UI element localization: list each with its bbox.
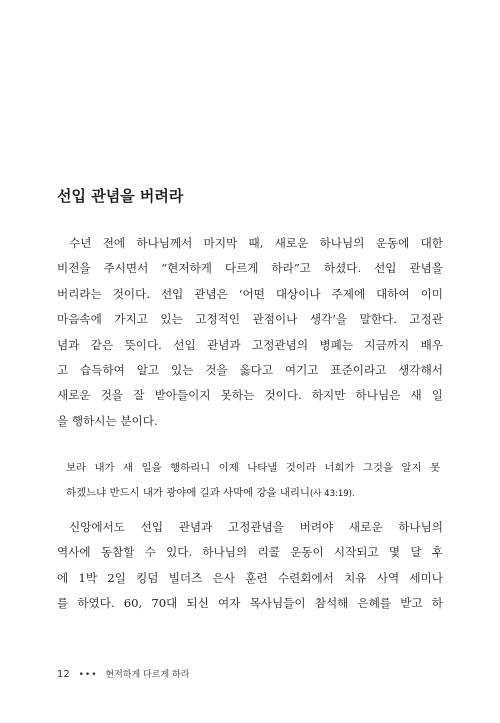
text-line: 고 습득하여 알고 있는 것을 옳다고 여기고 표준이라고 생각해서: [57, 362, 443, 377]
running-title: 현저하게 다르게 하라: [105, 670, 190, 680]
text-line: 신앙에서도 선입 관념과 고정관념을 버려야 새로운 하나님의: [69, 520, 443, 534]
page-footer: [57, 667, 189, 680]
text-line: 마음속에 가지고 있는 고정적인 관점이나 생각’을 말한다. 고정관: [57, 312, 443, 327]
text-line: 를 하였다. 60, 70대 되신 여자 목사님들이 참석해 은혜를 받고 하: [57, 596, 443, 611]
body-paragraph-1: [57, 231, 443, 434]
text-line: 비전을 주시면서 “현저하게 다르게 하라”고 하셨다. 선입 관념을: [57, 261, 443, 276]
page-number: 12: [57, 669, 70, 680]
text-line: 수년 전에 하나님께서 마지막 때, 새로운 하나님의 운동에 대한: [69, 236, 443, 250]
text-line: 에 1박 2일 킹덤 빌더즈 은사 훈련 수련회에서 치유 사역 세미나: [57, 570, 443, 585]
text-line: 념과 같은 뜻이다. 선입 관념과 고정관념의 병폐는 지금까지 배우: [57, 337, 443, 352]
quote-line: 하겠느냐 반드시 내가 광야에 길과 사막에 강을 내리니(사 43:19).: [66, 487, 355, 500]
text-line: 을 행하시는 분이다.: [57, 413, 158, 428]
text-line: 역사에 동참할 수 있다. 하나님의 리콜 운동이 시작되고 몇 달 후: [57, 545, 443, 560]
body-paragraph-2: [57, 515, 443, 617]
scripture-quote: [66, 456, 440, 507]
section-heading: 선입 관념을 버려라: [57, 187, 184, 205]
text-line: 버리라는 것이다. 선입 관념은 ‘어떤 대상이나 주제에 대하여 이미: [57, 286, 443, 301]
footer-separator: •••: [78, 670, 98, 680]
text-line: 새로운 것을 잘 받아들이지 못하는 것이다. 하지만 하나님은 새 일: [57, 388, 443, 403]
scripture-reference: (사 43:19).: [309, 489, 355, 500]
quote-line: 보라 내가 새 일을 행하리니 이제 나타낼 것이라 너희가 그것을 알지 못: [66, 462, 440, 474]
